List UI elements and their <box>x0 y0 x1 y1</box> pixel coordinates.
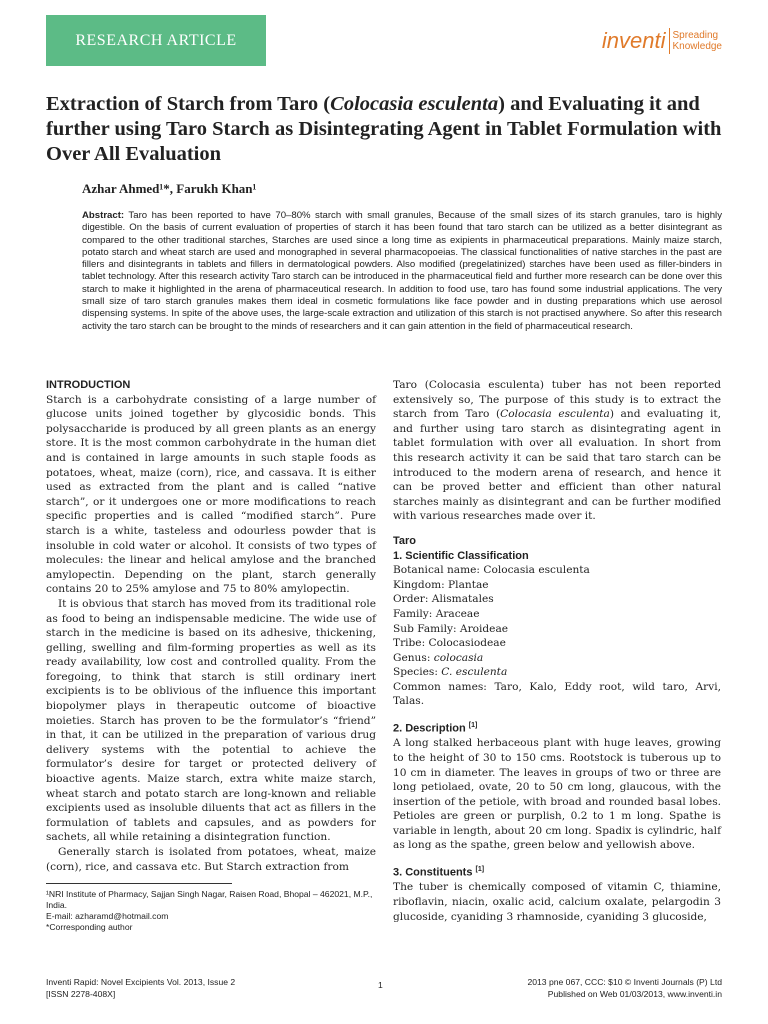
classification-heading: 1. Scientific Classification <box>393 549 529 562</box>
intro-paragraph-1: Starch is a carbohydrate consisting of a large number of glucose units joined together by glycosidic bonds. This polysaccharide is produced by all green plants as an energy store. It is the most common carbohydrate in the human diet and is contained in large amounts in such staple foods as potatoes, wheat, maize (corn), rice, and cassava. It is either used as extracted from the plant and is called “native starch”, or it undergoes one or more modifications to reach specific properties and is called “modified starch”. Pure starch is a white, tasteless and odourless powder that is insoluble in cold water or alcohol. It consists of two types of molecules: the linear and helical amylose and the branched amylopectin. Depending on the plant, starch generally contains 20 to 25% amylose and 75 to 80% amylopectin. <box>46 393 376 596</box>
footnote <box>46 889 376 933</box>
description-text: A long stalked herbaceous plant with huge leaves, growing to the height of 30 to 150 cms. Rootstock is tuberous up to 10 cm in diameter. The leaves in groups of two or three are long petiolaed, ovate, 20 to 50 cm long, glaucous, with the insertion of the petiole, with broad and rounded basal lobes. Petioles are green or purplish, 0.2 to 1 m long. Spathe is variable in length, about 20 cm long. Spadix is cylindric, half as long as the spathe, green below and yellowish above. <box>393 737 721 852</box>
logo-tagline: Spreading Knowledge <box>672 30 722 52</box>
classification-item: Order: Alismatales <box>393 593 494 606</box>
logo-separator <box>669 28 670 54</box>
intro-paragraph-3: Generally starch is isolated from potatoes, wheat, maize (corn), rice, and cassava etc. But Starch extraction from <box>46 846 376 873</box>
taro-heading: Taro <box>393 534 417 547</box>
affiliation: ¹NRI Institute of Pharmacy, Sajjan Singh Nagar, Raisen Road, Bhopal – 462021, M.P., India. <box>46 889 373 910</box>
intro-paragraph-2: It is obvious that starch has moved from its traditional role as food to being an indispensable medicine. The wide use of starch in the medicine is based on its adhesive, thickening, gelling, swelling and film-forming properties as well as its ready availability, low cost and controlled quality. From the foregoing, to think that starch is still ordinary inert excipients is to be oblivious of the influence this important biopolymer plays in therapeutic outcome of bioactive moieties. Starch has proven to be the formulator’s “friend” in that, it can be utilized in the preparation of various drug delivery systems with the potential to achieve the formulator’s desire for target or protected delivery of bioactive agents. Maize starch, extra white maize starch, wheat starch and potato starch are long-known and reliable excipients used as insoluble diluents that act as fillers in the formulation of tablets and capsules, and as powders for sachets, all while retaining a disintegration function. <box>46 597 376 844</box>
authors: Azhar Ahmed¹*, Farukh Khan¹ <box>82 181 257 196</box>
classification-item: Sub Family: Aroideae <box>393 622 509 635</box>
article-title: Extraction of Starch from Taro (Colocasia esculenta) and Evaluating it and further using Taro Starch as Disintegrating Agent in Tablet Formulation with Over All Evaluation <box>46 93 722 165</box>
constituents-heading: 3. Constituents [1] <box>393 866 485 879</box>
left-column <box>46 378 376 874</box>
classification-item: Kingdom: Plantae <box>393 578 489 591</box>
right-column <box>393 378 721 924</box>
common-names: Common names: Taro, Kalo, Eddy root, wild taro, Arvi, Talas. <box>393 680 721 708</box>
abstract: Abstract: Taro has been reported to have 70–80% starch with small granules, Because of the small sizes of its starch granules, taro is highly digestible. On the basis of current evaluation of properties of starch it has been found that taro starch can be utilized as a better disintegrant as compared to the other traditional starches, Starches are used since a long time as exipients in pharmaceutical preparations. Mainly maize starch, potato starch and wheat starch are used and monographed in several pharmacopoeias. The classical functionalities of native starches in the past are fillers and disintegrants in tablets and fillers in dermatological powders. Also modified (pregelatinized) starches have been used as filler-binders in tablet technology. After this research activity Taro starch can be introduced in the pharmaceutical field and further more research can be done over this starch to make it highlighted in the arena of pharmaceutical research. In addition to food use, taro has found some industrial applications. The very small size of taro starch granules makes them ideal in cosmetic formulations like face powder and in dusting preparations which use aerosol dispensing systems. In spite of the above uses, the large-scale extraction and utilization of this starch is not practised anywhere. So after this research activity the taro starch can be brought to the minds of researchers and it can gain attention in the field of pharmaceutical research. <box>82 210 722 332</box>
intro-heading: INTRODUCTION <box>46 379 131 391</box>
citation-ref: [1] <box>468 722 478 730</box>
classification-item: Species: C. esculenta <box>393 666 508 679</box>
footer-publication-info: 2013 pne 067, CCC: $10 © Inventi Journals (P) Ltd Published on Web 01/03/2013, www.inventi.in <box>527 977 722 999</box>
footer-journal-info: Inventi Rapid: Novel Excipients Vol. 2013, Issue 2 [ISSN 2278-408X] <box>46 977 236 999</box>
classification-item: Botanical name: Colocasia esculenta <box>393 564 590 577</box>
classification-list <box>393 563 721 680</box>
citation-ref: [1] <box>475 866 485 874</box>
classification-item: Genus: colocasia <box>393 651 484 664</box>
article-type-badge: RESEARCH ARTICLE <box>46 15 266 66</box>
constituents-text: The tuber is chemically composed of vitamin C, thiamine, riboflavin, niacin, oxalic acid, calcium oxalate, pelargodin 3 glucoside, cyaniding 3 rhamnoside, cyaniding 3 glucoside, <box>393 881 721 923</box>
inventi-logo <box>602 28 722 54</box>
purpose-paragraph: Taro (Colocasia esculenta) tuber has not been reported extensively so, The purpose of this study is to extract the starch from Taro (Colocasia esculenta) and evaluating it, and further using taro starch as disintegrating agent in tablet formulation with over all evaluation. In short from this research activity it can be said that taro starch can be introduced to the modern arena of research, and hence it can be proved better and efficient than other natural starches mainly as disintegrant and can be further modified with various researches made over it. <box>393 379 721 523</box>
classification-item: Family: Araceae <box>393 607 480 620</box>
page-number: 1 <box>378 980 383 990</box>
logo-word: inventi <box>601 28 666 53</box>
classification-item: Tribe: Colocasiodeae <box>393 637 506 650</box>
corresponding-author: *Corresponding author <box>46 922 133 932</box>
description-heading: 2. Description [1] <box>393 722 478 735</box>
email: E-mail: azharamd@hotmail.com <box>46 911 169 921</box>
footnote-rule <box>46 883 232 884</box>
